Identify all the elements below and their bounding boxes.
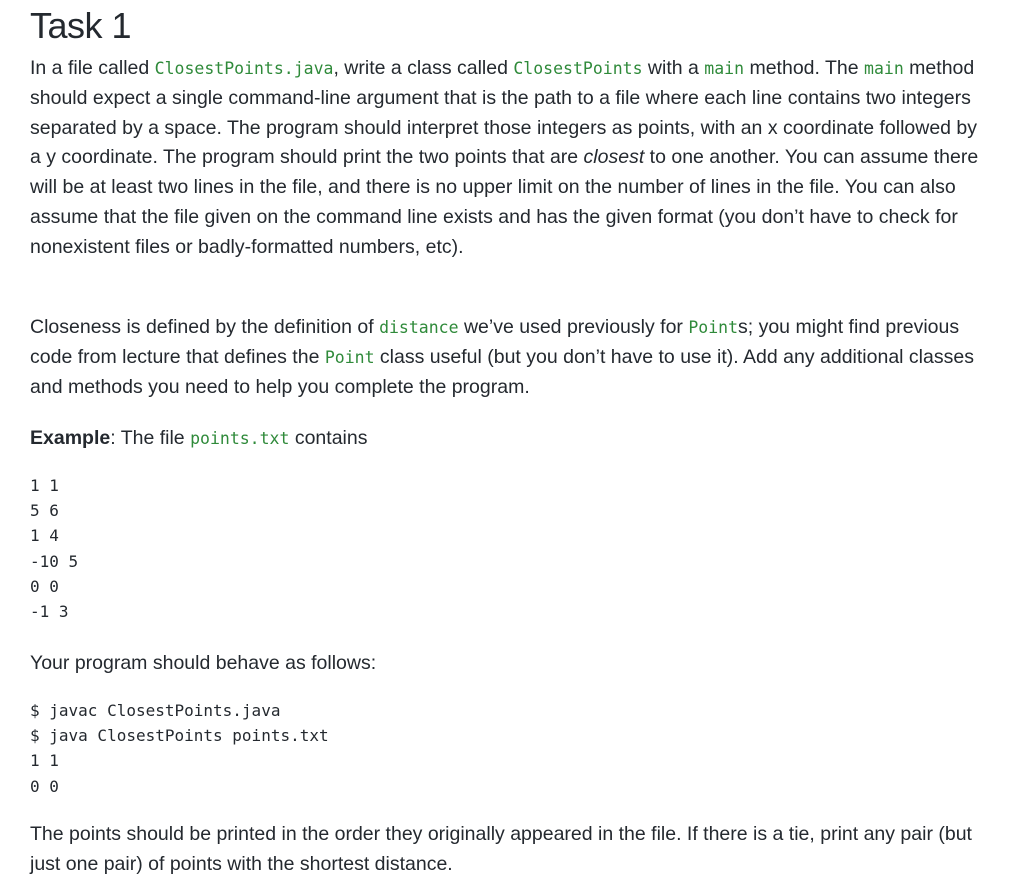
inline-code-classname: ClosestPoints xyxy=(513,59,643,78)
inline-code-distance: distance xyxy=(379,318,459,337)
inline-code-main: main xyxy=(864,59,904,78)
code-line: 1 1 xyxy=(30,476,59,495)
code-line: -1 3 xyxy=(30,602,69,622)
code-line: 0 0 xyxy=(30,776,59,796)
text-span: with a xyxy=(642,57,705,79)
text-span: s; you might find previous code from lecture that defines the xyxy=(30,316,960,368)
inline-code-point: Point xyxy=(688,318,738,337)
code-line: -10 5 xyxy=(30,551,79,571)
ordering-paragraph: The points should be printed in the order they originally appeared in the file. If there is a tie, print any pair (but just one pair) of points with the shortest distance. xyxy=(30,823,972,875)
text-span: method should expect a single command-line argument that is the path to a file where each line contains two integers separated by a space. The program should interpret those integers as points, with an x coordinate followed by a y coordinate. The program should print the two points that are xyxy=(30,57,978,169)
text-span: we’ve used previously for xyxy=(458,316,689,338)
example-label: Example xyxy=(30,427,111,449)
code-line: 5 6 xyxy=(30,501,59,521)
page-title: Task 1 xyxy=(30,5,132,46)
terminal-code-block xyxy=(30,698,329,799)
code-line: 0 0 xyxy=(30,576,59,596)
text-span: method. The xyxy=(744,57,865,79)
code-line: $ javac ClosestPoints.java xyxy=(30,701,281,720)
code-line: 1 4 xyxy=(30,526,59,546)
intro-paragraph xyxy=(30,54,990,263)
text-span: In a file called xyxy=(30,57,155,79)
points-file-code-block xyxy=(30,473,78,624)
text-span: Closeness is defined by the definition of xyxy=(30,316,380,338)
text-span: contains xyxy=(289,427,368,449)
emphasis-closest: closest xyxy=(583,146,645,169)
closeness-paragraph xyxy=(30,313,990,402)
code-line: 1 1 xyxy=(30,751,59,771)
text-span: : The file xyxy=(110,427,191,449)
inline-code-points-file: points.txt xyxy=(190,429,290,448)
code-line: $ java ClosestPoints points.txt xyxy=(30,726,329,746)
text-span: class useful (but you don’t have to use it). Add any additional classes and methods you need to help you complete the program. xyxy=(30,345,974,398)
inline-code-filename: ClosestPoints.java xyxy=(154,59,334,78)
inline-code-main: main xyxy=(704,59,745,78)
behavior-paragraph: Your program should behave as follows: xyxy=(30,652,377,674)
text-span: , write a class called xyxy=(333,57,514,79)
text-span: to one another. You can assume there will be at least two lines in the file, and there is no upper limit on the number of lines in the file. You can also assume that the file given on the command line exists and has the given format (you don’t have to check for nonexistent files or badly-formatted numbers, etc). xyxy=(30,146,979,258)
example-paragraph xyxy=(30,424,990,454)
inline-code-point: Point xyxy=(324,347,375,367)
